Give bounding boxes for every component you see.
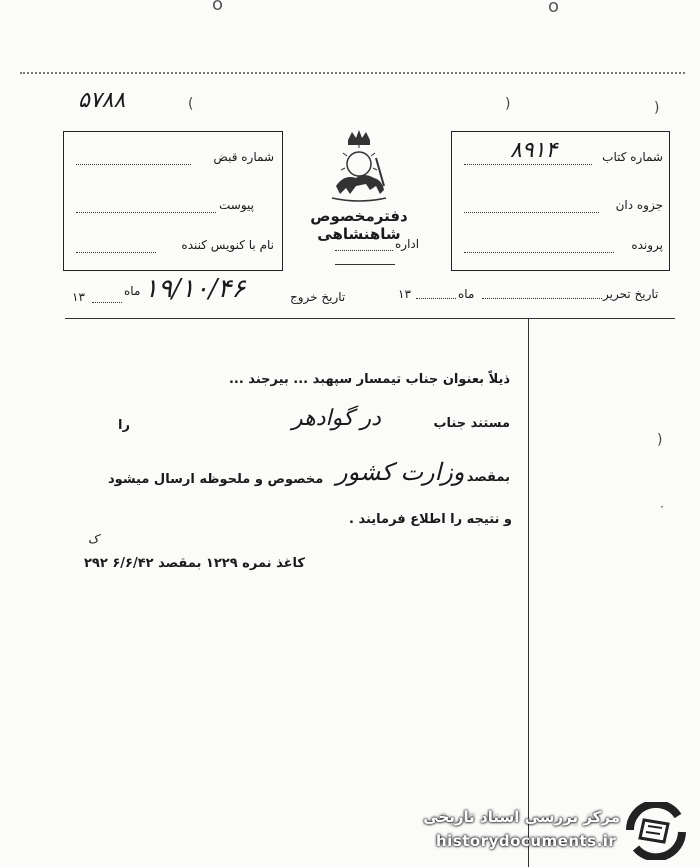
letter-number-label: شماره کتاب <box>602 150 663 164</box>
letter-number-field <box>464 164 592 165</box>
edge-mark: ο <box>548 0 560 17</box>
archive-logo-icon <box>624 802 688 860</box>
page-part-label: جزوه دان <box>615 198 663 212</box>
write-month-field <box>482 298 602 299</box>
top-divider <box>20 72 685 74</box>
department-field <box>335 250 393 251</box>
body-line-1: ذیلاً بعنوان جناب تیمسار سپهبد ... بیرجند ... <box>228 372 510 387</box>
watermark-url: historydocuments.ir <box>436 832 617 850</box>
margin-line <box>528 318 529 867</box>
bracket-mark: ) <box>505 96 511 112</box>
department-underline <box>335 264 395 265</box>
receipt-number-label: شماره قبض <box>213 150 274 164</box>
body-line-2-suffix: را <box>118 418 130 433</box>
letter-number-value: ۸۹۱۴ <box>510 138 558 163</box>
bracket-mark: ( <box>188 96 194 112</box>
header-separator <box>65 318 675 319</box>
office-title: دفترمخصوص شاهنشاهی <box>310 207 408 243</box>
attachment-field <box>76 212 216 213</box>
reference-number: ۵۷۸۸ <box>78 88 126 113</box>
exit-year-prefix: ۱۳ <box>72 290 85 304</box>
body-line-4: و نتیجه را اطلاع فرمایند . <box>348 512 512 527</box>
exit-year-field <box>92 302 122 303</box>
department-label: اداره <box>395 237 420 251</box>
page-part-field <box>464 212 599 213</box>
write-month-label: ماه <box>458 287 475 301</box>
margin-mark: · <box>660 500 664 514</box>
body-line-3-suffix: مخصوص و ملحوظه ارسال میشود <box>108 472 324 487</box>
write-year-field <box>416 298 456 299</box>
body-line-3-prefix: بمقصد <box>466 470 510 485</box>
body-line-2-prefix: مستند جناب <box>433 416 510 431</box>
bracket-mark: ) <box>654 100 660 116</box>
write-year-prefix: ۱۳ <box>398 287 411 301</box>
edge-mark: ο <box>212 0 224 15</box>
writer-name-label: نام با کنویس کننده <box>181 238 274 252</box>
write-date-label: تاریخ تحریر <box>603 287 659 301</box>
receipt-number-field <box>76 164 191 165</box>
attachment-label: پیوست <box>219 198 254 212</box>
exit-month-label: ماه <box>124 284 141 298</box>
watermark-title: مرکز بررسی اسناد تاریخی <box>423 808 620 826</box>
small-mark: ک <box>88 532 99 546</box>
lion-and-sun-emblem-icon <box>326 128 392 204</box>
exit-date-value: ۱۹/۱۰/۴۶ <box>144 274 246 304</box>
right-info-box <box>451 131 670 271</box>
left-info-box <box>63 131 283 271</box>
body-line-2-handwritten: در گوادهر <box>292 406 381 431</box>
file-label: پرونده <box>631 238 663 252</box>
file-field <box>464 252 614 253</box>
margin-mark: ) <box>657 432 663 448</box>
writer-name-field <box>76 252 156 253</box>
exit-date-label: تاریخ خروج <box>290 290 346 304</box>
signature-line: کاغذ نمره ۱۲۲۹ بمقصد ۶/۶/۴۲ ۲۹۲ <box>84 556 305 571</box>
body-line-3-handwritten: وزارت کشور <box>336 458 465 486</box>
